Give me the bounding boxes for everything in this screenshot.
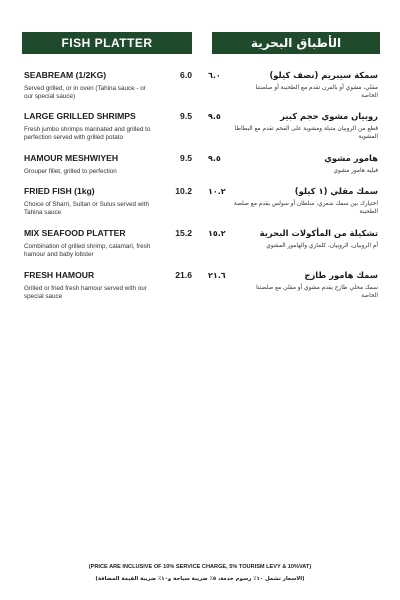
item-price-ar: ١٥.٢ xyxy=(208,229,226,238)
item-price-en: 9.5 xyxy=(180,111,192,121)
item-name-ar: تشكيلة من المأكولات البحرية xyxy=(259,228,378,238)
section-title-en: FISH PLATTER xyxy=(22,32,192,54)
item-desc-en: Served grilled, or in oven (Tahina sauce - or our special sauce) xyxy=(24,85,146,100)
item-name-en: FRIED FISH (1kg) xyxy=(24,186,95,196)
price-note-ar: (الاسعار تشمل ١٠٪ رسوم خدمة، ٥٪ ضريبة سياحة و١٠٪ ضريبة القيمة المضافة) xyxy=(95,576,305,582)
item-desc-ar: سمك محلي طازج يقدم مشوي أو مقلي مع صلصتنا الخاصة xyxy=(256,285,378,299)
menu-item-en xyxy=(24,153,192,176)
item-name-ar: هامور مشوي xyxy=(324,153,378,163)
item-name-en: MIX SEAFOOD PLATTER xyxy=(24,228,126,238)
menu-item-en xyxy=(24,186,192,217)
item-price-en: 21.6 xyxy=(175,270,192,280)
item-price-en: 6.0 xyxy=(180,70,192,80)
item-desc-ar: قطع من الروبيان متبلة ومشوية على الفحم تقدم مع البطاطا المشوية xyxy=(234,126,378,140)
item-name-ar: روبيان مشوي حجم كبير xyxy=(280,111,378,121)
menu-item-ar xyxy=(210,270,378,300)
menu-item-en xyxy=(24,228,192,259)
item-desc-en: Grouper fillet, grilled to perfection xyxy=(24,168,117,175)
item-desc-en: Choice of Sharri, Sultan or Sulus served with Tahina sauce xyxy=(24,201,149,216)
item-desc-en: Combination of grilled shrimp, calamari, fresh hamour and baby lobster xyxy=(24,243,151,258)
item-price-ar: ٢١.٦ xyxy=(208,271,226,280)
section-title-ar: الأطباق البحرية xyxy=(212,32,380,54)
menu-item-en xyxy=(24,70,192,101)
item-desc-en: Fresh jumbo shrimps marinated and grilled to perfection served with grilled potato xyxy=(24,126,151,141)
item-name-en: SEABREAM (1/2KG) xyxy=(24,70,107,80)
price-note-en: (PRICE ARE INCLUSIVE OF 10% SERVICE CHARGE, 5% TOURISM LEVY & 10%VAT) xyxy=(88,564,312,570)
item-name-ar: سمكة سيبريم (نصف كيلو) xyxy=(269,70,378,80)
menu-item-en xyxy=(24,270,192,301)
menu-item-ar xyxy=(210,186,378,216)
item-desc-en: Grilled or fried fresh hamour served with our special sauce xyxy=(24,285,147,300)
menu-item-ar xyxy=(210,153,378,175)
item-name-en: FRESH HAMOUR xyxy=(24,270,95,280)
item-desc-ar: مقلي، مشوي أو بالفرن تقدم مع الطحينة أو صلصتنا الخاصة xyxy=(255,85,378,99)
item-price-ar: ٩.٥ xyxy=(208,154,221,163)
item-price-en: 10.2 xyxy=(175,186,192,196)
item-name-ar: سمك مقلي (١ كيلو) xyxy=(294,186,378,196)
menu-item-en xyxy=(24,111,192,142)
item-price-ar: ٩.٥ xyxy=(208,112,221,121)
menu-item-ar xyxy=(210,228,378,250)
item-price-ar: ١٠.٢ xyxy=(208,187,226,196)
item-desc-ar: أم الروبيان، الروبيان، كلماري والهامور المشوي xyxy=(266,243,378,249)
item-price-en: 15.2 xyxy=(175,228,192,238)
menu-item-ar xyxy=(210,111,378,141)
item-desc-ar: فيليه هامور مشوي xyxy=(333,168,378,174)
item-price-en: 9.5 xyxy=(180,153,192,163)
item-name-en: HAMOUR MESHWIYEH xyxy=(24,153,119,163)
item-name-ar: سمك هامور طازج xyxy=(304,270,378,280)
item-price-ar: ٦.٠ xyxy=(208,71,221,80)
item-name-en: LARGE GRILLED SHRIMPS xyxy=(24,111,136,121)
item-desc-ar: اختيارك بين سمك شعري، سلطان أو سولس يقدم مع صلصة الطحينة xyxy=(233,201,378,215)
menu-item-ar xyxy=(210,70,378,100)
